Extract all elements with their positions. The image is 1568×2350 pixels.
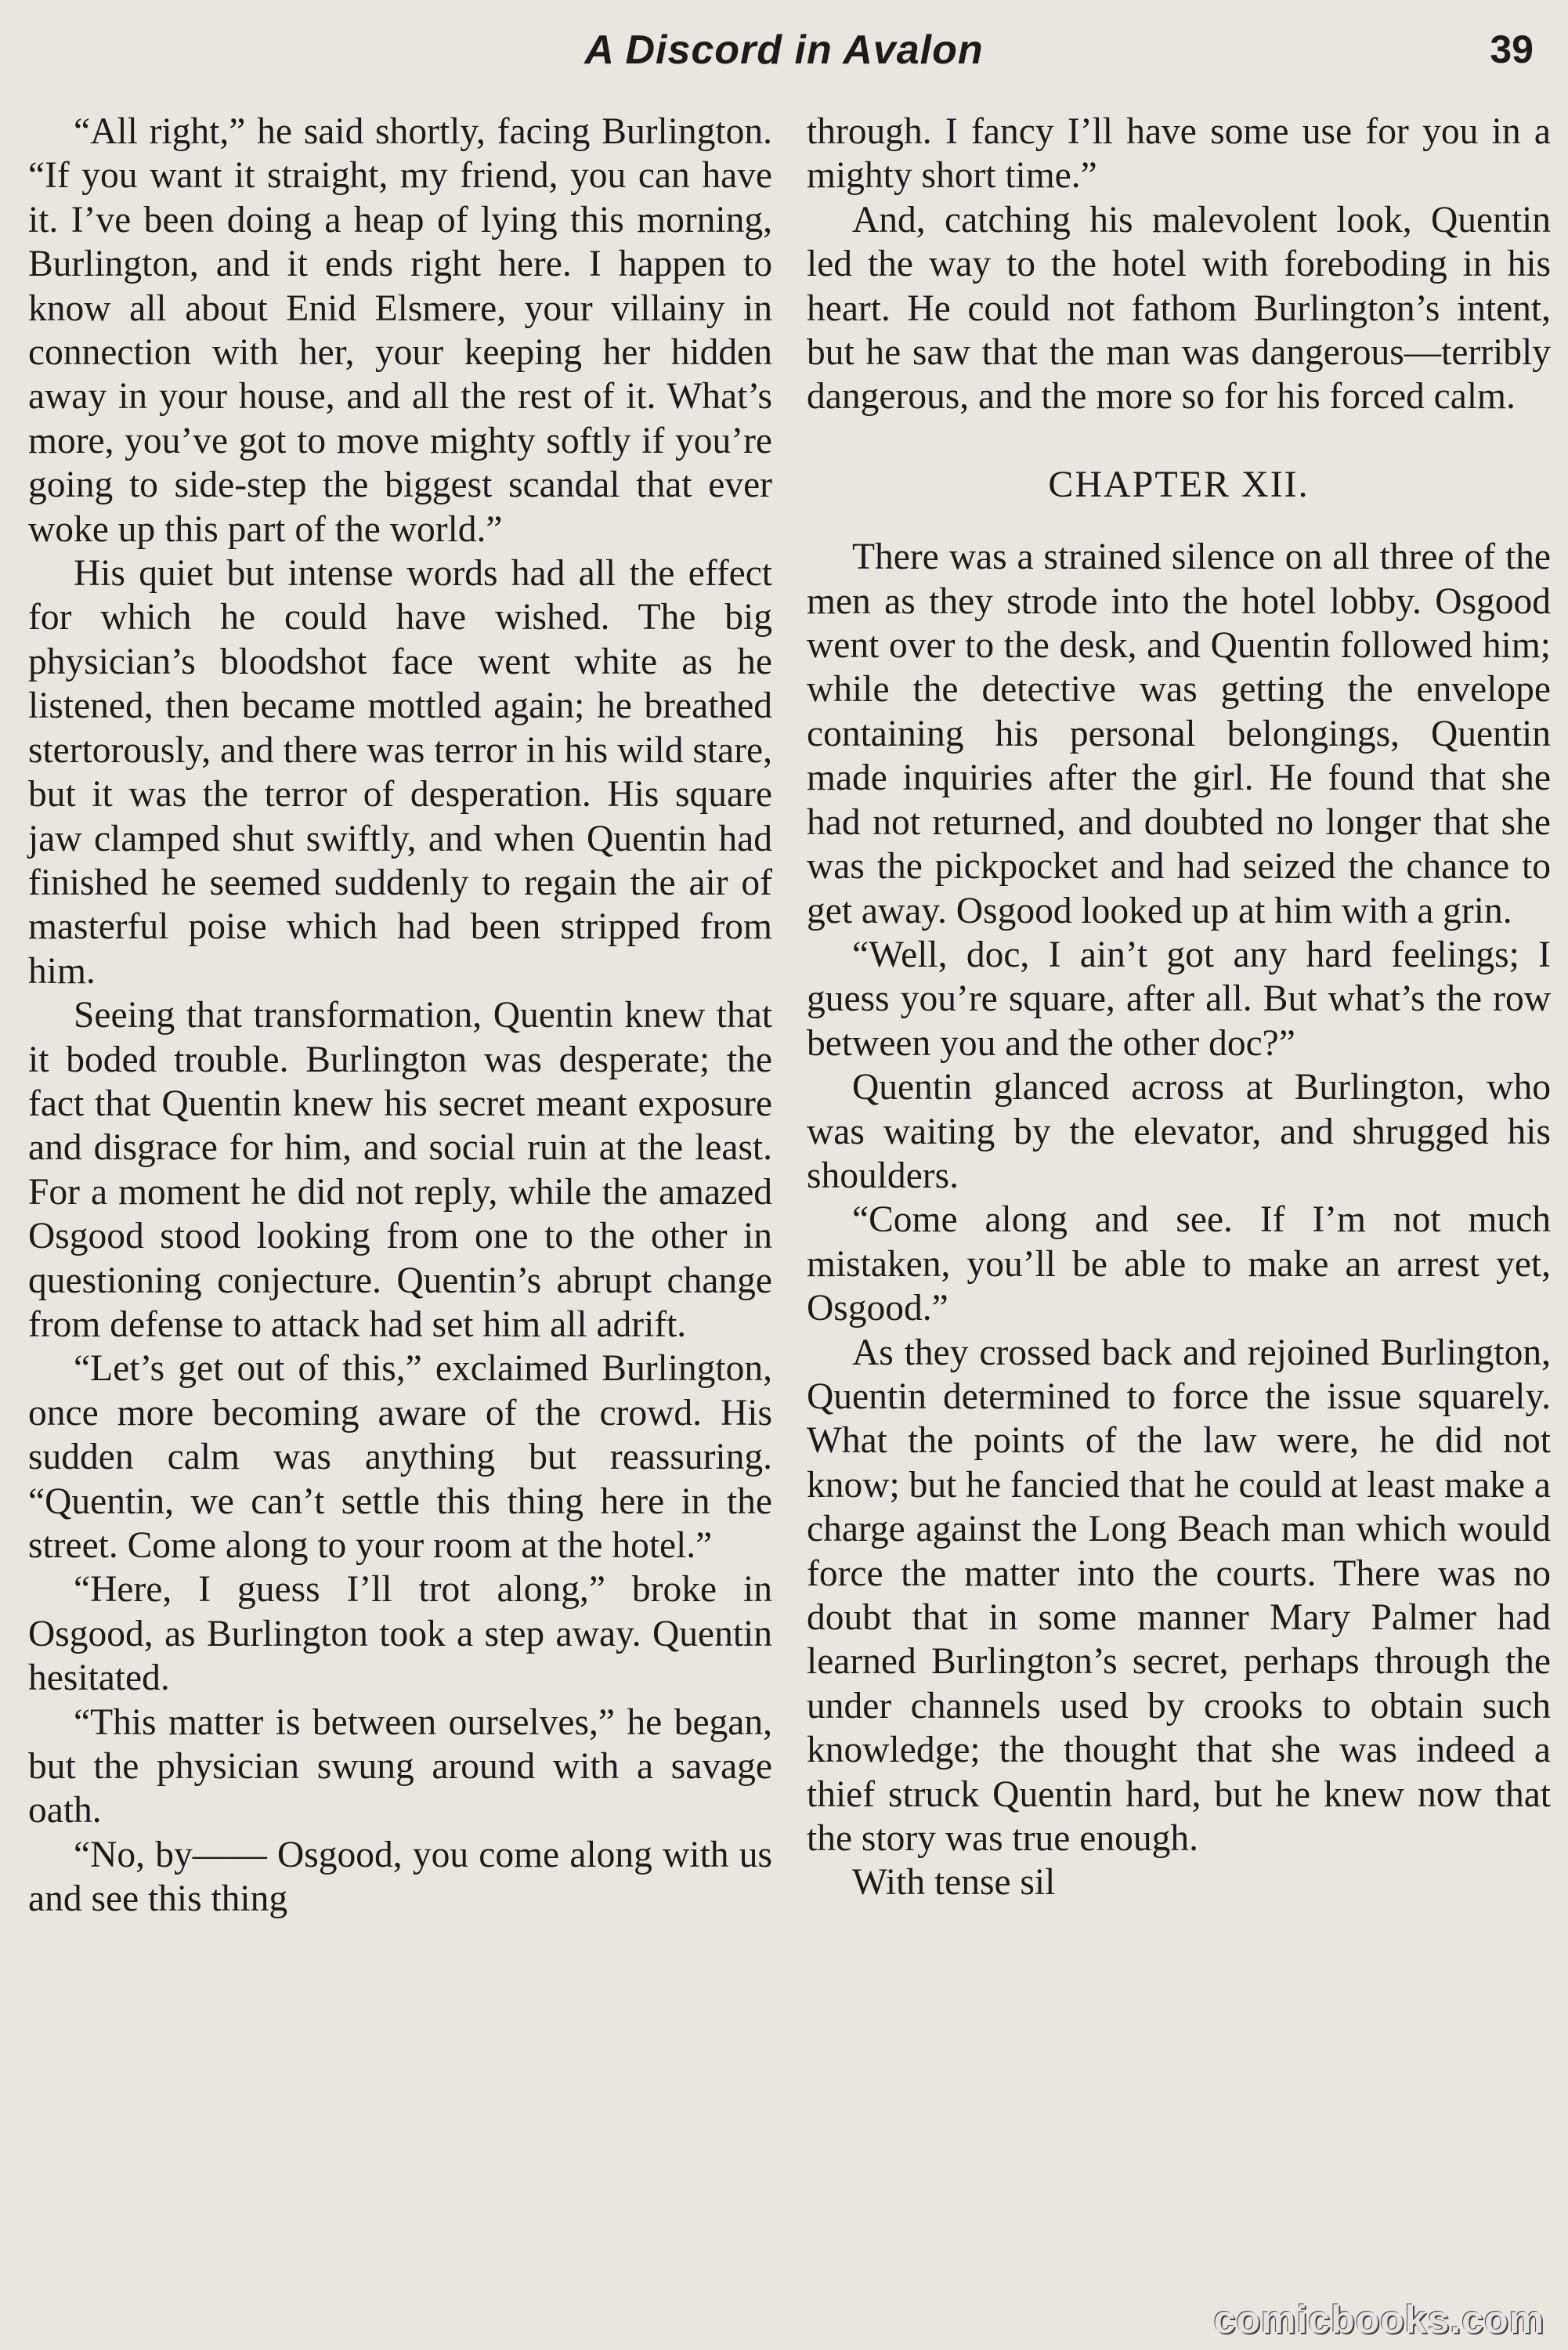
paragraph: With tense sil bbox=[852, 1862, 1056, 1904]
running-head bbox=[0, 27, 1568, 81]
paragraph: His quiet but intense words had all the effect for which he could have wished. The big physician’s bloodshot face went white as he listened, then became mottled again; he breathed stertorously, and there was terror in his wild stare, but it was the terror of desperation. His square jaw clamped shut swiftly, and when Quentin had finished he seemed suddenly to regain the air of masterful poise which had been stripped from him. bbox=[28, 553, 772, 992]
right-column bbox=[807, 110, 1551, 1905]
paragraph: “Come along and see. If I’m not much mistaken, you’ll be able to make an arrest yet, Osgood.” bbox=[807, 1199, 1551, 1329]
page-number: 39 bbox=[1490, 27, 1534, 71]
paragraph: “Let’s get out of this,” exclaimed Burlington, once more becoming aware of the crowd. His sudden calm was anything but reassuring. “Quentin, we can’t settle this thing here in the street. Come along to your room at the hotel.” bbox=[28, 1348, 772, 1566]
paragraph: As they crossed back and rejoined Burlington, Quentin determined to force the issue squarely. What the points of the law were, he did not know; but he fancied that he could at least make a charge against the Long Beach man which would force the matter into the courts. There was no doubt that in some manner Mary Palmer had learned Burlington’s secret, perhaps through the under channels used by crooks to obtain such knowledge; the thought that she was indeed a thief struck Quentin hard, but he knew now that the story was true enough. bbox=[807, 1332, 1551, 1860]
watermark: comicbooks.com bbox=[1213, 2298, 1545, 2341]
paragraph: Quentin glanced across at Burlington, who was waiting by the elevator, and shrugged his shoulders. bbox=[807, 1067, 1551, 1196]
paragraph: “All right,” he said shortly, facing Burlington. “If you want it straight, my friend, you can have it. I’ve been doing a heap of lying this morning, Burlington, and it ends right here. I happen to know all about Enid Elsmere, your villainy in connection with her, your keeping her hidden away in your house, and all the rest of it. What’s more, you’ve got to move mighty softly if you’re going to side-step the biggest scandal that ever woke up this part of the world.” bbox=[28, 111, 772, 550]
running-title: A Discord in Avalon bbox=[584, 27, 984, 73]
paragraph: “This matter is between ourselves,” he began, but the physician swung around with a savage oath. bbox=[28, 1701, 772, 1831]
paragraph-continued: through. I fancy I’ll have some use for you in a mighty short time.” bbox=[807, 111, 1551, 197]
paragraph: Seeing that transformation, Quentin knew that it boded trouble. Burlington was desperate; the fact that Quentin knew his secret meant exposure and disgrace for him, and social ruin at the least. For a moment he did not reply, while the amazed Osgood stood looking from one to the other in questioning conjecture. Quentin’s abrupt change from defense to attack had set him all adrift. bbox=[28, 995, 772, 1345]
paragraph: “Well, doc, I ain’t got any hard feelings; I guess you’re square, after all. But what’s the row between you and the other doc?” bbox=[807, 934, 1551, 1064]
paragraph: “Here, I guess I’ll trot along,” broke in Osgood, as Burlington took a step away. Quentin hesitated. bbox=[28, 1569, 772, 1699]
chapter-heading: CHAPTER XII. bbox=[1048, 463, 1310, 505]
paragraph: “No, by—— Osgood, you come along with us and see this thing bbox=[28, 1834, 772, 1920]
paragraph: There was a strained silence on all three of the men as they strode into the hotel lobby. Osgood went over to the desk, and Quentin followed him; while the detective was getting the envelope containing his personal belongings, Quentin made inquiries after the girl. He found that she had not returned, and doubted no longer that she was the pickpocket and had seized the chance to get away. Osgood looked up at him with a grin. bbox=[807, 537, 1551, 931]
paragraph: And, catching his malevolent look, Quentin led the way to the hotel with foreboding in his heart. He could not fathom Burlington’s intent, but he saw that the man was dangerous—terribly dangerous, and the more so for his forced calm. bbox=[807, 199, 1551, 418]
left-column bbox=[28, 110, 772, 1922]
